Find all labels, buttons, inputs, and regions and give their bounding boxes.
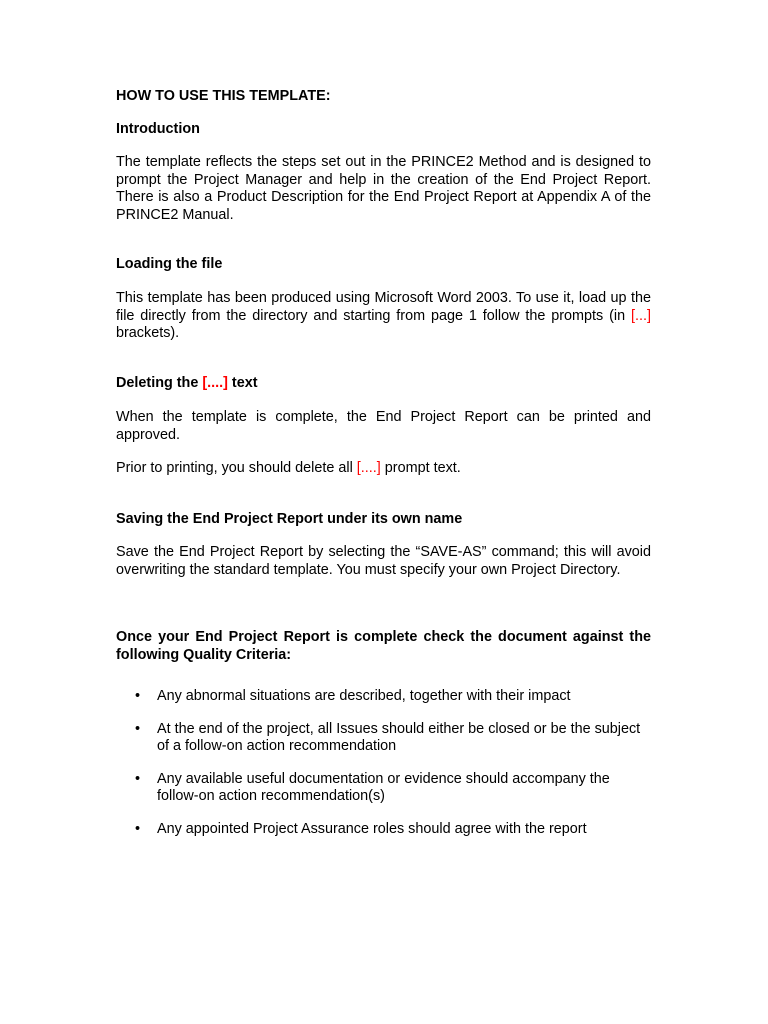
saving-heading: Saving the End Project Report under its own name — [116, 511, 463, 527]
deleting-text2-after: prompt text. — [380, 460, 461, 476]
list-item — [116, 771, 651, 806]
deleting-heading-after: text — [227, 375, 258, 391]
bullet-icon: • — [135, 688, 141, 704]
loading-text-before: This template has been produced using Microsoft Word 2003. To use it, load up the file directly from the directory and starting from page 1 follow the prompts (in — [116, 290, 651, 324]
list-item-text: At the end of the project, all Issues should either be closed or be the subject of a follow-on action recommendation — [157, 720, 641, 755]
list-item-text: Any appointed Project Assurance roles should agree with the report — [157, 820, 587, 837]
quality-criteria-list — [116, 688, 651, 854]
list-item — [116, 821, 651, 839]
deleting-heading — [116, 375, 258, 393]
loading-text-after: brackets). — [116, 325, 180, 342]
bullet-icon: • — [135, 720, 141, 737]
document-title: HOW TO USE THIS TEMPLATE: — [116, 88, 331, 104]
list-item-text: Any available useful documentation or evidence should accompany the follow-on action recommendation(s) — [157, 770, 610, 805]
introduction-paragraph: The template reflects the steps set out in the PRINCE2 Method and is designed to prompt the Project Manager and help in the creation of the End Project Report. There is also a Product Description for the End Project Report at Appendix A of the PRINCE2 Manual. — [116, 154, 651, 223]
deleting-text2-before: Prior to printing, you should delete all — [116, 460, 357, 476]
bullet-icon: • — [135, 770, 141, 787]
loading-paragraph — [116, 290, 651, 343]
bullet-icon: • — [135, 820, 141, 837]
list-item — [116, 721, 651, 756]
list-item-text: Any abnormal situations are described, together with their impact — [157, 688, 571, 704]
quality-criteria-heading: Once your End Project Report is complete check the document against the following Quality Criteria: — [116, 629, 651, 663]
loading-heading: Loading the file — [116, 256, 223, 272]
deleting-heading-bracket: [....] — [202, 375, 228, 391]
loading-prompt-bracket: [...] — [631, 307, 651, 324]
deleting-paragraph-2 — [116, 460, 651, 478]
deleting-paragraph-1: When the template is complete, the End Project Report can be printed and approved. — [116, 409, 651, 443]
deleting-heading-before: Deleting the — [116, 375, 203, 391]
list-item — [116, 688, 651, 706]
deleting-prompt-bracket: [....] — [356, 460, 381, 476]
introduction-heading: Introduction — [116, 121, 200, 137]
saving-paragraph: Save the End Project Report by selecting the “SAVE-AS” command; this will avoid overwriting the standard template. You must specify your own Project Directory. — [116, 544, 651, 578]
